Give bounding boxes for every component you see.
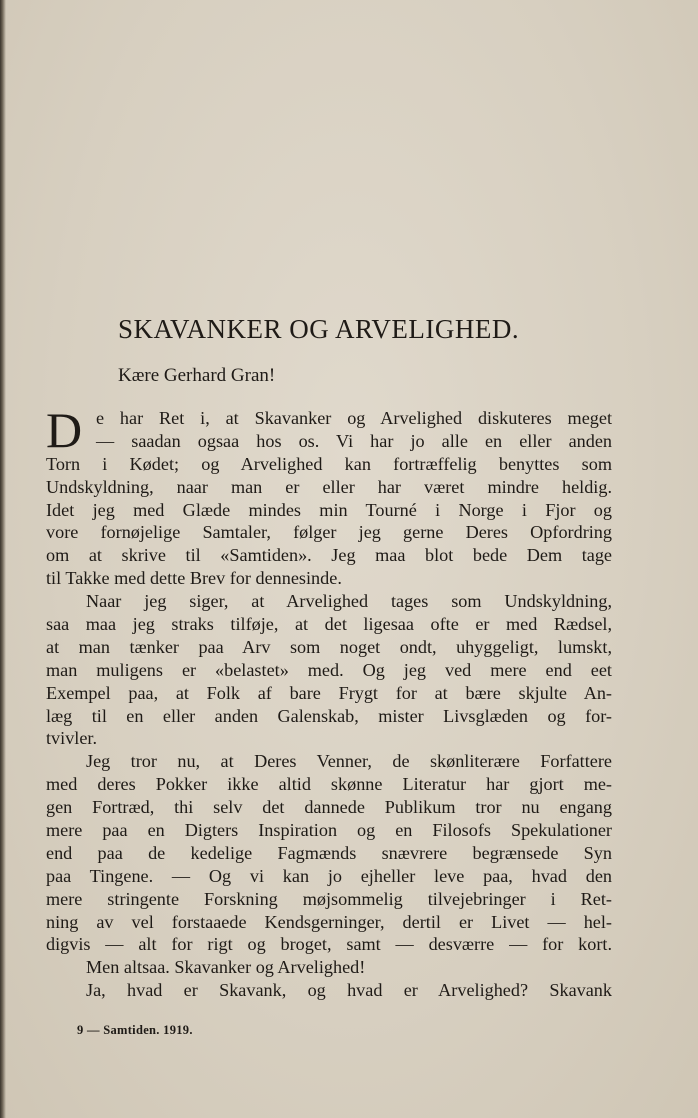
binding-edge [0,0,6,1118]
text-line: vore fornøjelige Samtaler, følger jeg gerne Deres Opfordring [46,522,612,543]
text-line: Torn i Kødet; og Arvelighed kan fortræffelig benyttes som [46,453,612,474]
text-line: til Takke med dette Brev for dennesinde. [46,568,342,589]
text-line: tvivler. [46,728,98,749]
text-line: Jeg tror nu, at Deres Venner, de skønliterære Forfattere [86,751,612,772]
text-line: mere paa en Digters Inspiration og en Filosofs Spekulationer [46,820,612,841]
text-line: gen Fortræd, thi selv det dannede Publikum tror nu engang [46,797,612,818]
text-line: end paa de kedelige Fagmænds snævrere begrænsede Syn [46,842,612,863]
text-line: Undskyldning, naar man er eller har været mindre heldig. [46,476,612,497]
text-line: saa maa jeg straks tilføje, at det ligesaa ofte er med Rædsel, [46,614,612,635]
text-line: Idet jeg med Glæde mindes min Tourné i Norge i Fjor og [46,499,612,520]
text-line: paa Tingene. — Og vi kan jo ejheller leve paa, hvad den [46,865,612,886]
text-line: mere stringente Forskning møjsommelig tilvejebringer i Ret- [46,888,612,909]
page-footer: 9 — Samtiden. 1919. [77,1023,193,1037]
article-title: SKAVANKER OG ARVELIGHED. [118,314,520,344]
text-line: Ja, hvad er Skavank, og hvad er Arvelighed? Skavank [86,980,612,1001]
drop-cap: D [46,402,83,458]
text-line: ning av vel forstaaede Kendsgerninger, dertil er Livet — hel- [46,911,612,932]
text-line: at man tænker paa Arv som noget ondt, uhyggeligt, lumskt, [46,636,612,657]
text-line: digvis — alt for rigt og broget, samt — desværre — for kort. [46,934,612,955]
article-body [46,402,612,1002]
text-line: Exempel paa, at Folk af bare Frygt for at bære skjulte An- [46,682,612,703]
text-line: om at skrive til «Samtiden». Jeg maa blot bede Dem tage [46,545,612,566]
text-line: læg til en eller anden Galenskab, mister Livsglæden og for- [46,705,612,726]
text-line: Men altsaa. Skavanker og Arvelighed! [86,957,366,978]
text-line: — saadan ogsaa hos os. Vi har jo alle en eller anden [96,430,612,451]
salutation: Kære Gerhard Gran! [118,365,276,386]
text-line: med deres Pokker ikke altid skønne Literatur har gjort me- [46,774,612,795]
text-line: Naar jeg siger, at Arvelighed tages som Undskyldning, [86,591,612,612]
text-line: man muligens er «belastet» med. Og jeg ved mere end eet [46,659,612,680]
text-line: e har Ret i, at Skavanker og Arvelighed diskuteres meget [96,408,612,428]
